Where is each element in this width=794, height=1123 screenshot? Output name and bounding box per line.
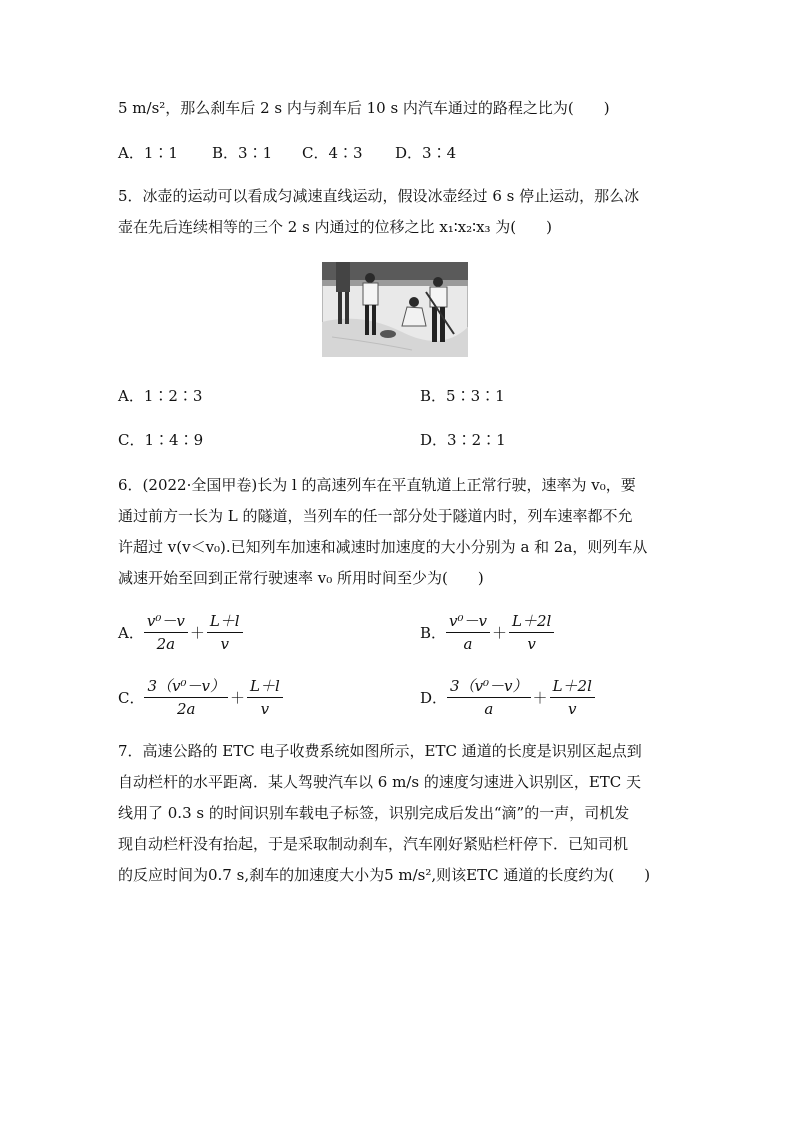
numerator: v⁰－v [144,610,188,633]
option-label: B． [420,624,447,642]
plus-sign: ＋ [230,689,246,707]
q7-stem-line2: 自动栏杆的水平距离．某人驾驶汽车以 6 m/s 的速度匀速进入识别区，ETC 天 [118,773,642,791]
q7-stem-line5: 的反应时间为0.7 s,刹车的加速度大小为5 m/s²,则该ETC 通道的长度约为( ) [118,866,651,884]
q7-stem-line3: 线用了 0.3 s 的时间识别车载电子标签，识别完成后发出“滴”的一声，司机发 [118,804,630,822]
q4-option-b: B．3∶1 [212,144,273,162]
q6-stem-line2: 通过前方一长为 L 的隧道，当列车的任一部分处于隧道内时，列车速率都不允 [118,507,633,525]
q4-stem-tail: 5 m/s²，那么刹车后 2 s 内与刹车后 10 s 内汽车通过的路程之比为( ) [118,99,610,117]
q5-stem-line1: 5．冰壶的运动可以看成匀减速直线运动，假设冰壶经过 6 s 停止运动，那么冰 [118,187,640,205]
plus-sign: ＋ [532,689,548,707]
q4-option-a: A．1∶1 [118,144,178,162]
numerator: L＋2l [550,675,595,698]
q7-stem-line4: 现自动栏杆没有抬起，于是采取制动刹车，汽车刚好紧贴栏杆停下．已知司机 [118,835,629,853]
denominator: v [567,700,577,718]
q6-stem-line1: 6．(2022·全国甲卷)长为 l 的高速列车在平直轨道上正常行驶，速率为 v₀，要 [118,476,636,494]
option-label: A． [118,624,144,642]
denominator: v [527,635,536,653]
q7-stem-line1: 7．高速公路的 ETC 电子收费系统如图所示，ETC 通道的长度是识别区起点到 [118,742,642,760]
q5-stem-line2: 壶在先后连续相等的三个 2 s 内通过的位移之比 x₁∶x₂∶x₃ 为( ) [118,218,553,236]
denominator: a [463,635,473,653]
numerator: 3（v⁰－v） [447,675,531,698]
q6-stem-line3: 许超过 v(v＜v₀).已知列车加速和减速时加速度的大小分别为 a 和 2a，则列车从 [118,538,648,556]
q5-option-a: A．1∶2∶3 [118,387,203,405]
q6-option-b [420,610,554,655]
numerator: 3（v⁰－v） [144,675,228,698]
q4-option-c: C．4∶3 [302,144,363,162]
q6-option-a [118,610,243,655]
option-label: D． [420,689,448,707]
denominator: v [220,635,229,653]
q6-option-c [118,675,283,720]
denominator: 2a [156,635,176,653]
q6-stem-line4: 减速开始至回到正常行驶速率 v₀ 所用时间至少为( ) [118,569,484,587]
q5-option-c: C．1∶4∶9 [118,431,204,449]
denominator: a [484,700,494,718]
denominator: v [260,700,270,718]
q6-option-d [420,675,595,720]
numerator: L＋l [207,610,243,633]
denominator: 2a [176,700,196,718]
plus-sign: ＋ [189,624,205,642]
plus-sign: ＋ [492,624,508,642]
numerator: v⁰－v [446,610,490,633]
curling-photo [322,262,468,357]
numerator: L＋l [247,675,283,698]
option-label: C． [118,689,145,707]
numerator: L＋2l [509,610,554,633]
q5-option-d: D．3∶2∶1 [420,431,506,449]
q5-option-b: B．5∶3∶1 [420,387,505,405]
q4-option-d: D．3∶4 [395,144,457,162]
